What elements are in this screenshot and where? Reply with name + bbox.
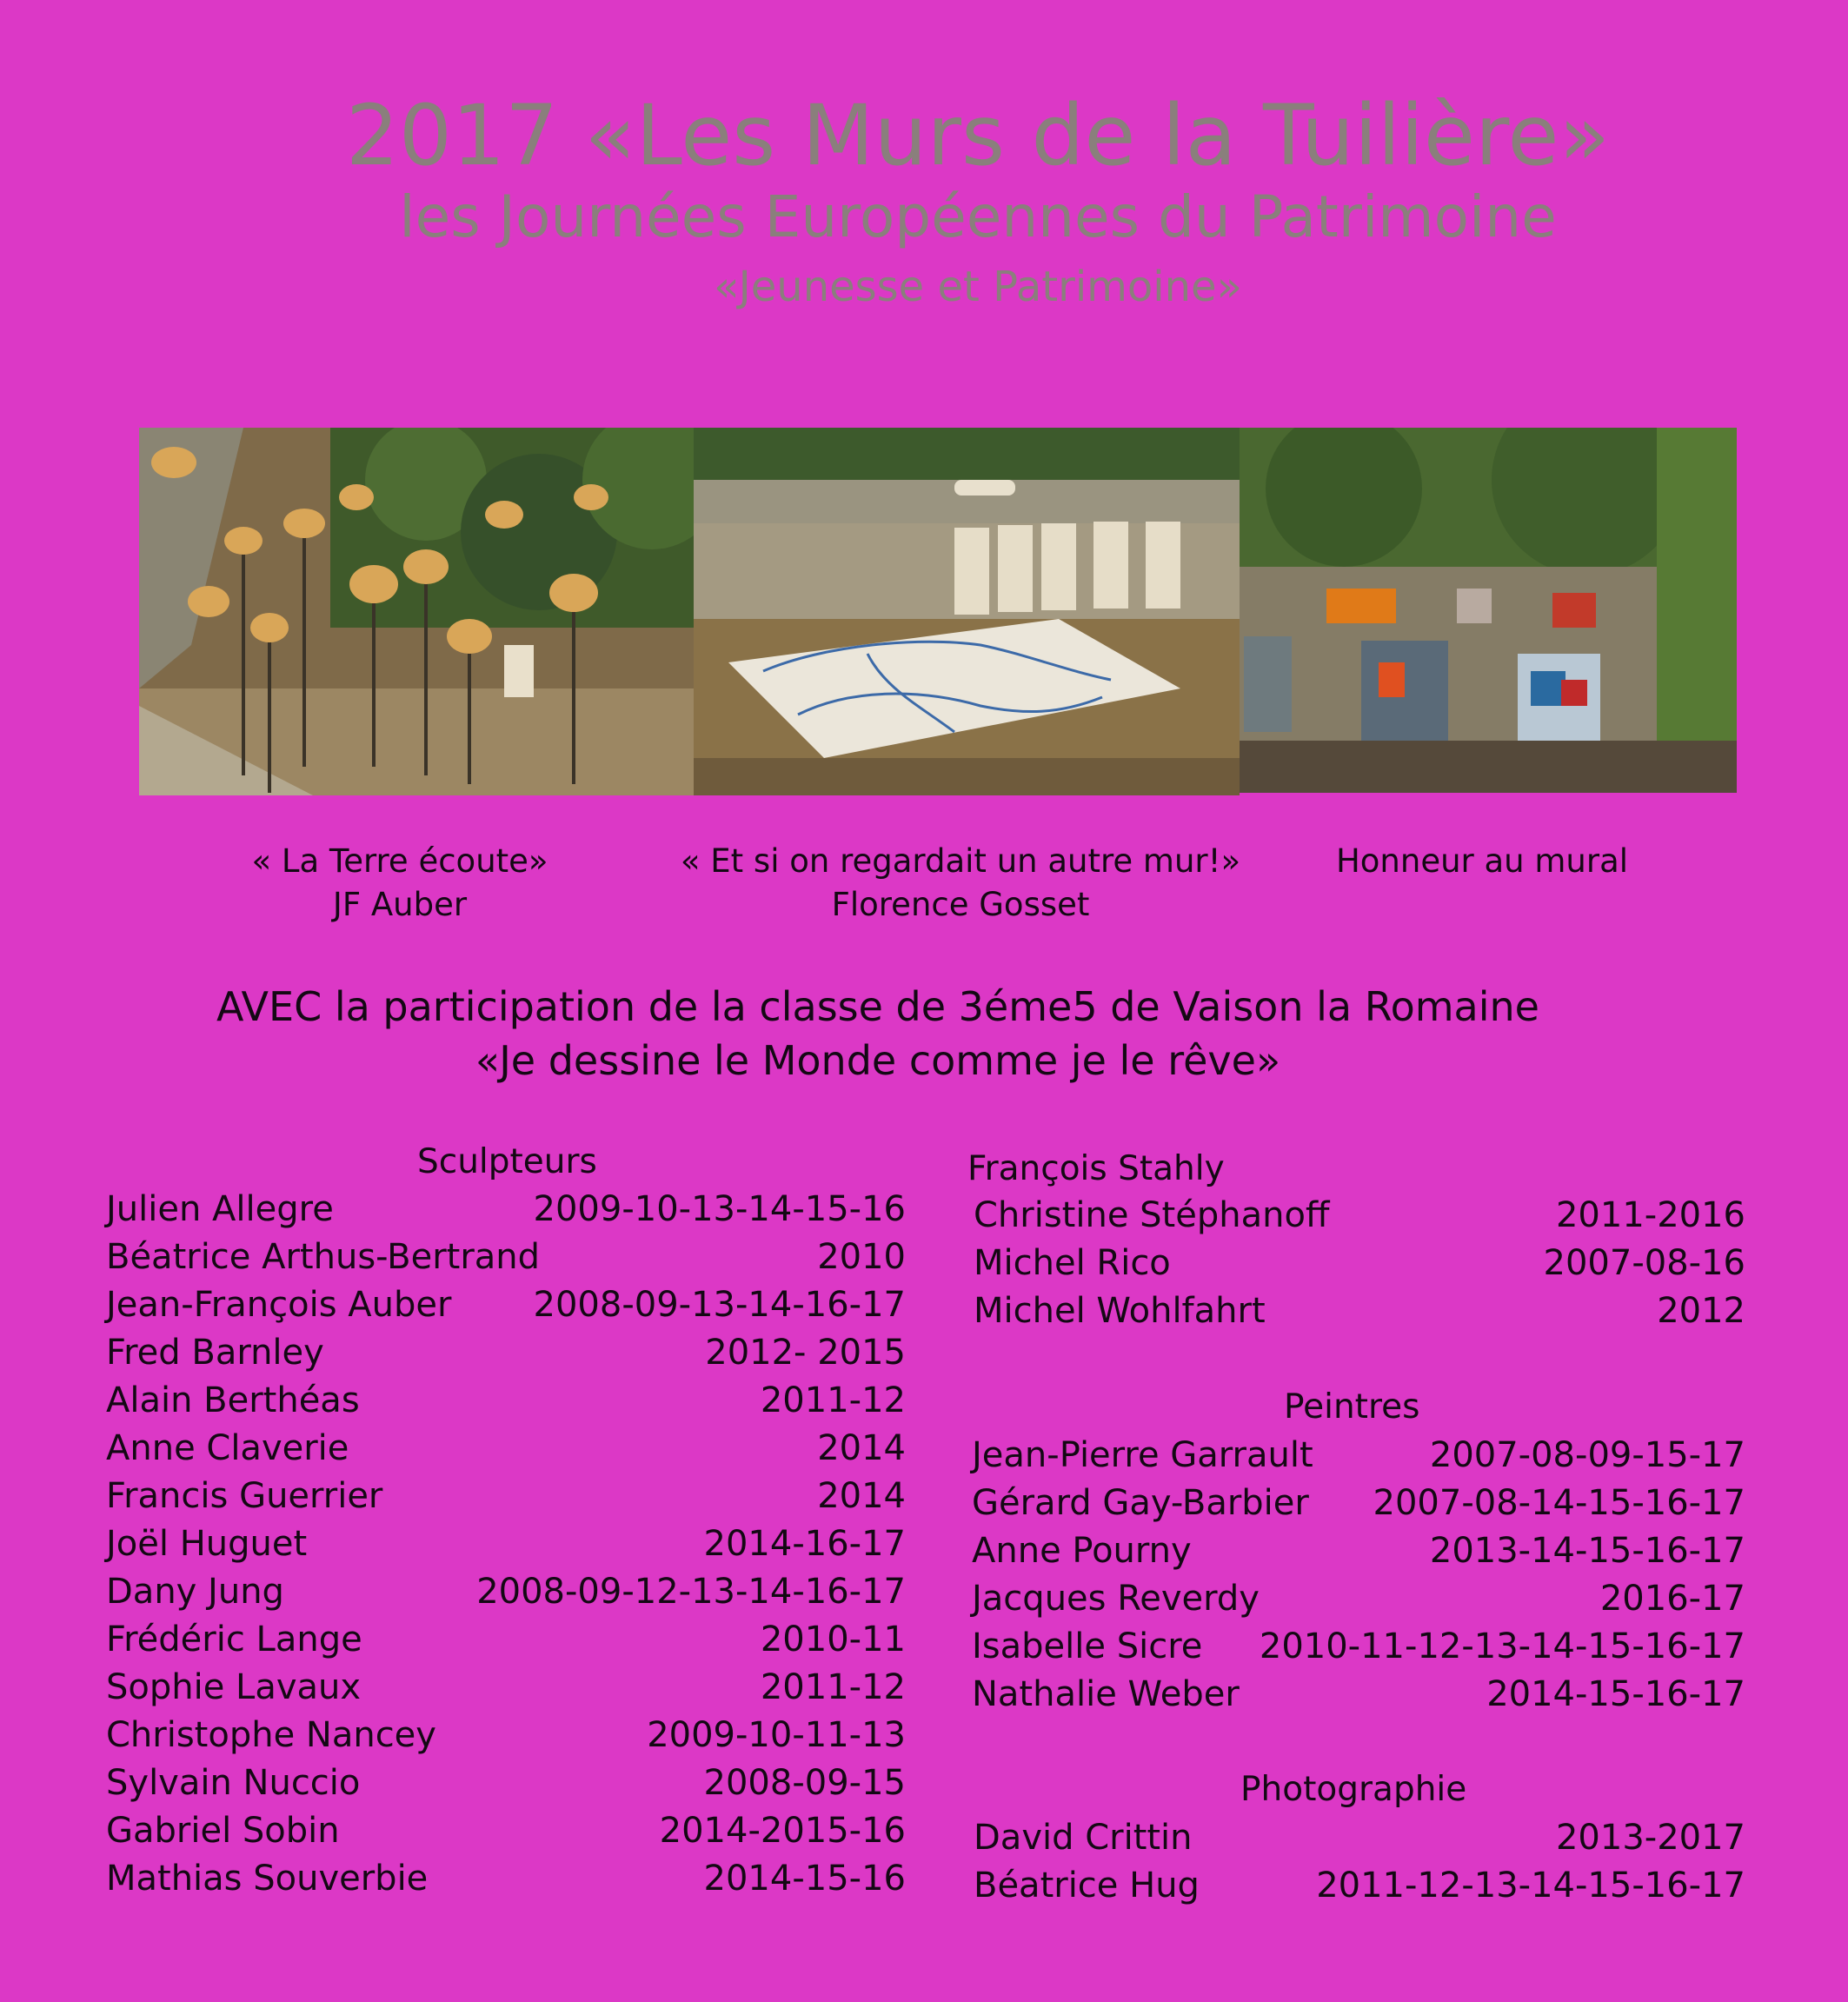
artist-row [106, 1759, 906, 1807]
artist-years: 2011-12-13-14-15-16-17 [1316, 1866, 1745, 1906]
artist-row [106, 1425, 906, 1473]
caption-artist: JF Auber [332, 886, 468, 923]
artist-name: Jean-Pierre Garrault [972, 1435, 1313, 1475]
artist-years: 2013-14-15-16-17 [1429, 1531, 1745, 1571]
caption-title: « La Terre écoute» [251, 842, 548, 880]
artist-name: Mathias Souverbie [106, 1859, 429, 1899]
artist-years: 2014-16-17 [703, 1524, 906, 1564]
artist-name: Anne Pourny [972, 1531, 1192, 1571]
artist-row [974, 1287, 1745, 1335]
artist-name: Jean-François Auber [106, 1285, 452, 1325]
artist-name: Gabriel Sobin [106, 1811, 340, 1851]
participation-motto: «Je dessine le Monde comme je le rêve» [475, 1037, 1281, 1084]
artist-row [106, 1568, 906, 1616]
caption-photo-1 [226, 840, 574, 927]
page-subtitle: les Journées Européennes du Patrimoine [399, 183, 1557, 250]
artist-row [106, 1855, 906, 1903]
section-heading-peintres: Peintres [1284, 1387, 1420, 1427]
artist-name: Sylvain Nuccio [106, 1763, 361, 1803]
artist-name: Béatrice Hug [974, 1866, 1200, 1906]
caption-title: Honneur au mural [1335, 842, 1629, 880]
artist-years: 2014-2015-16 [659, 1811, 906, 1851]
artist-years: 2009-10-13-14-15-16 [533, 1189, 906, 1229]
photo-la-terre-ecoute [139, 428, 694, 795]
caption-photo-2 [669, 840, 1252, 927]
artist-name: Alain Berthéas [106, 1380, 360, 1420]
artist-row [106, 1234, 906, 1281]
artist-name: Dany Jung [106, 1572, 284, 1612]
artist-row [972, 1671, 1745, 1719]
artist-years: 2010-11-12-13-14-15-16-17 [1259, 1626, 1745, 1666]
artist-row [972, 1575, 1745, 1623]
artist-years: 2007-08-16 [1543, 1243, 1745, 1283]
artist-years: 2011-12 [760, 1380, 906, 1420]
artist-name: Christine Stéphanoff [974, 1195, 1330, 1235]
artist-row [106, 1329, 906, 1377]
page-theme: «Jeunesse et Patrimoine» [714, 263, 1242, 311]
artist-row [106, 1281, 906, 1329]
artist-name: Fred Barnley [106, 1333, 324, 1373]
artist-row [106, 1186, 906, 1234]
artist-name: Michel Rico [974, 1243, 1171, 1283]
artist-years: 2008-09-15 [703, 1763, 906, 1803]
artist-row [106, 1616, 906, 1664]
artist-name: Christophe Nancey [106, 1715, 436, 1755]
artist-name: Julien Allegre [106, 1189, 334, 1229]
artist-name: Isabelle Sicre [972, 1626, 1203, 1666]
artist-years: 2007-08-14-15-16-17 [1373, 1483, 1745, 1523]
artist-years: 2014-15-16 [703, 1859, 906, 1899]
artist-row [106, 1520, 906, 1568]
artist-row [974, 1240, 1745, 1287]
artist-years: 2013-2017 [1555, 1818, 1745, 1858]
artist-name: Gérard Gay-Barbier [972, 1483, 1309, 1523]
section-heading-sculpteurs: Sculpteurs [417, 1142, 597, 1181]
artist-name: Sophie Lavaux [106, 1667, 362, 1707]
artist-years: 2007-08-09-15-17 [1429, 1435, 1745, 1475]
artist-name: Jacques Reverdy [972, 1579, 1260, 1619]
artist-row [972, 1623, 1745, 1671]
participation-line: AVEC la participation de la classe de 3éme5 de Vaison la Romaine [216, 983, 1539, 1030]
photo-autre-mur [694, 428, 1240, 795]
artist-row [106, 1377, 906, 1425]
artist-years: 2014 [817, 1428, 906, 1468]
artist-years: 2011-2016 [1555, 1195, 1745, 1235]
artist-row [106, 1807, 906, 1855]
artist-name: Nathalie Weber [972, 1674, 1240, 1714]
artist-years: 2010-11 [760, 1620, 906, 1659]
artist-name: Béatrice Arthus-Bertrand [106, 1237, 541, 1277]
artist-row [974, 1814, 1745, 1862]
artist-name: Michel Wohlfahrt [974, 1291, 1266, 1331]
caption-title: « Et si on regardait un autre mur!» [680, 842, 1241, 880]
artist-row [972, 1480, 1745, 1527]
artist-years: 2014-15-16-17 [1486, 1674, 1745, 1714]
section-heading-continued: François Stahly [967, 1149, 1225, 1188]
artist-row [974, 1192, 1745, 1240]
artist-name: Francis Guerrier [106, 1476, 383, 1516]
photo-honneur-au-mural [1240, 428, 1737, 793]
artist-name: Frédéric Lange [106, 1620, 362, 1659]
caption-artist: Florence Gosset [831, 886, 1090, 923]
artist-row [972, 1432, 1745, 1480]
artist-years: 2012- 2015 [705, 1333, 906, 1373]
artist-name: Joël Huguet [106, 1524, 308, 1564]
artist-row [106, 1473, 906, 1520]
artist-years: 2010 [817, 1237, 906, 1277]
artist-years: 2009-10-11-13 [647, 1715, 906, 1755]
artist-years: 2014 [817, 1476, 906, 1516]
caption-photo-3 [1321, 840, 1643, 883]
artist-years: 2011-12 [760, 1667, 906, 1707]
artist-years: 2008-09-13-14-16-17 [533, 1285, 906, 1325]
artist-row [106, 1664, 906, 1712]
artist-name: David Crittin [974, 1818, 1193, 1858]
artist-row [972, 1527, 1745, 1575]
artist-name: Anne Claverie [106, 1428, 349, 1468]
artist-row [106, 1712, 906, 1759]
artist-row [974, 1862, 1745, 1910]
artist-years: 2012 [1657, 1291, 1745, 1331]
artist-years: 2016-17 [1599, 1579, 1745, 1619]
section-heading-photographie: Photographie [1240, 1770, 1467, 1809]
artist-years: 2008-09-12-13-14-16-17 [476, 1572, 906, 1612]
page-title: 2017 «Les Murs de la Tuilière» [345, 87, 1611, 184]
